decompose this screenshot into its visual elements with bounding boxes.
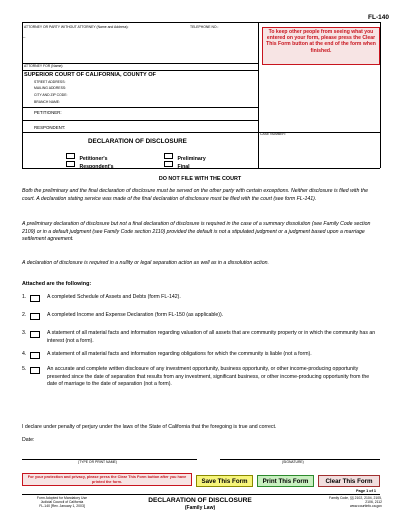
clear-form-button[interactable]: Clear This Form bbox=[318, 475, 380, 487]
perjury-statement: I declare under penalty of perjury under the laws of the State of California that the foregoing is true and correct. bbox=[22, 424, 277, 430]
attorney-label: ATTORNEY OR PARTY WITHOUT ATTORNEY (Name and Address): bbox=[24, 25, 129, 29]
item-checkbox[interactable] bbox=[30, 367, 40, 374]
family-code-reference: Family Code, §§ 2102, 2104, 2105, 2106, 2112 www.courtinfo.ca.gov bbox=[329, 496, 382, 508]
court-title: SUPERIOR COURT OF CALIFORNIA, COUNTY OF bbox=[24, 72, 156, 78]
item-checkbox[interactable] bbox=[30, 295, 40, 302]
item-text: A statement of all material facts and information regarding obligations for which the community is liable (not a form). bbox=[47, 351, 312, 357]
page-number: Page 1 of 1 bbox=[356, 489, 377, 493]
footer-subtitle: (Family Law) bbox=[184, 505, 216, 511]
branch-name-label: BRANCH NAME: bbox=[34, 100, 60, 104]
attached-label: Attached are the following: bbox=[22, 281, 92, 287]
signature-label: (SIGNATURE) bbox=[282, 460, 304, 464]
respondent-label: RESPONDENT: bbox=[34, 125, 66, 130]
respondent-option[interactable] bbox=[66, 155, 114, 173]
save-form-button[interactable]: Save This Form bbox=[196, 475, 253, 487]
telephone-label: TELEPHONE NO.: bbox=[190, 25, 219, 29]
respondent-option-label: Respondent's bbox=[79, 164, 114, 170]
attorney-for-label: ATTORNEY FOR (Name): bbox=[24, 64, 64, 68]
item-number: 2. bbox=[22, 312, 27, 318]
petitioner-option-label: Petitioner's bbox=[79, 156, 108, 162]
attorney-field-mark[interactable]: — bbox=[22, 35, 26, 39]
declaration-title: DECLARATION OF DISCLOSURE bbox=[88, 138, 187, 145]
form-adopted-info: Form Adopted for Mandatory Use Judicial Council of California FL-140 [Rev. January 1, 2003] bbox=[36, 496, 88, 508]
paragraph-summary-dissolution: A preliminary declaration of disclosure but not a final declaration of disclosure is required in the case of a summary dissolution (see Family Code section 2109) or in a default judgment (see Family Code section 2110) provided the default is not a stipulated judgment or a judgment based upon a marriage settlement agreement. bbox=[22, 221, 371, 243]
item-number: 4. bbox=[22, 351, 27, 357]
protection-note: For your protection and privacy, please press the Clear This Form button after you have printed the form. bbox=[22, 473, 192, 486]
date-label: Date: bbox=[22, 437, 35, 443]
city-zip-label: CITY AND ZIP CODE: bbox=[34, 93, 68, 97]
privacy-notice: To keep other people from seeing what you entered on your form, please press the Clear This Form button at the end of the form when finished. bbox=[262, 27, 380, 65]
item-number: 3. bbox=[22, 330, 27, 336]
final-checkbox[interactable] bbox=[164, 161, 173, 167]
respondent-checkbox[interactable] bbox=[66, 161, 75, 167]
mailing-address-label: MAILING ADDRESS: bbox=[34, 86, 67, 90]
item-checkbox[interactable] bbox=[30, 313, 40, 320]
final-option-label: Final bbox=[177, 164, 190, 170]
print-form-button[interactable]: Print This Form bbox=[257, 475, 314, 487]
item-text: A statement of all material facts and information regarding valuation of all assets that are community property or in which the community has an interest (not a form). bbox=[47, 330, 376, 344]
type-name-label: (TYPE OR PRINT NAME) bbox=[78, 460, 117, 464]
item-number: 1. bbox=[22, 294, 27, 300]
preliminary-option-label: Preliminary bbox=[177, 156, 206, 162]
petitioner-label: PETITIONER: bbox=[34, 110, 62, 115]
do-not-file-notice: DO NOT FILE WITH THE COURT bbox=[158, 176, 242, 182]
street-address-label: STREET ADDRESS: bbox=[34, 80, 66, 84]
paragraph-service: Both the preliminary and the final declaration of disclosure must be served on the other party with certain exceptions. Neither disclosure is filed with the court. A declaration stating service was made of the final declaration of disclosure must be filed with the court (see form FL-141). bbox=[22, 188, 369, 202]
paragraph-nullity: A declaration of disclosure is required in a nullity or legal separation action as well as in a dissolution action. bbox=[22, 260, 269, 266]
item-text: A completed Schedule of Assets and Debts (form FL-142). bbox=[47, 294, 181, 300]
item-text: An accurate and complete written disclosure of any investment opportunity, business opportunity, or other income-producing opportunity presented since the date of separation that results from any investment, significant business, or other income-producing opportunity from the date of marriage to the date of separation (not a form). bbox=[47, 366, 370, 388]
item-checkbox[interactable] bbox=[30, 331, 40, 338]
item-checkbox[interactable] bbox=[30, 352, 40, 359]
item-number: 5. bbox=[22, 366, 27, 372]
form-id: FL-140 bbox=[368, 14, 389, 21]
case-number-label: CASE NUMBER: bbox=[260, 132, 286, 136]
final-option[interactable] bbox=[164, 155, 190, 173]
item-text: A completed Income and Expense Declaration (form FL-150 (as applicable)). bbox=[47, 312, 224, 318]
footer-title: DECLARATION OF DISCLOSURE bbox=[148, 497, 252, 504]
